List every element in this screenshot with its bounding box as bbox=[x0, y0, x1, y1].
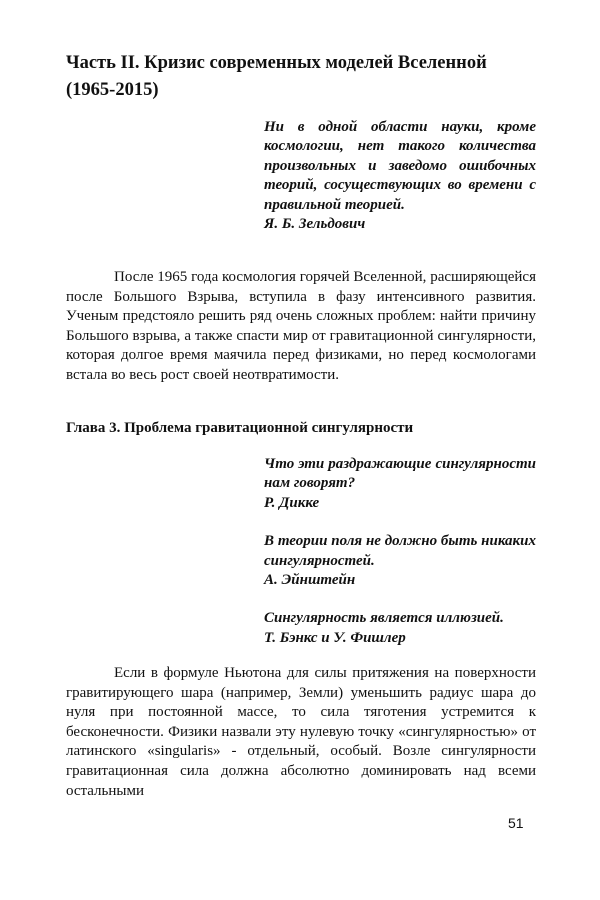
epigraph-author: Т. Бэнкс и У. Фишлер bbox=[264, 629, 406, 646]
epigraph-quote: Ни в одной области науки, кроме космологии, нет такого количества произвольных и заведомо ошибочных теорий, сосуществующих во времени с правильной теорией. bbox=[264, 119, 536, 213]
epigraph-quote: Что эти раздражающие сингулярности нам говорят? bbox=[264, 456, 536, 492]
body-paragraph-2: Если в формуле Ньютона для силы притяжения на поверхности гравитирующего шара (например, Земли) уменьшить радиус шара до нуля при постоянной массе, то сила тяготения устремится к бесконечности. Физики назвали эту нулевую точку «сингулярностью» от латинского «singularis» - отдельный, особый. Возле сингулярности гравитационная сила должна абсолютно доминировать над всеми остальными bbox=[66, 665, 536, 799]
epigraph-author: Р. Дикке bbox=[264, 494, 320, 511]
epigraph-quote: В теории поля не должно быть никаких сингулярностей. bbox=[264, 533, 536, 569]
epigraph-zeldovich bbox=[264, 118, 536, 234]
part-title: Часть II. Кризис современных моделей Вселенной (1965-2015) bbox=[66, 53, 487, 100]
body-paragraph-1: После 1965 года космология горячей Вселенной, расширяющейся после Большого Взрыва, вступила в фазу интенсивного развития. Ученым предстояло решить ряд очень сложных проблем: найти причину Большого взрыва, а также спасти мир от гравитационной сингулярности, которая долгое время маячила перед физиками, но перед космологами встала во весь рост своей неотвратимости. bbox=[66, 269, 536, 383]
epigraph-spacer bbox=[264, 590, 536, 609]
epigraph-author: А. Эйнштейн bbox=[264, 572, 356, 589]
chapter-title: Глава 3. Проблема гравитационной сингулярности bbox=[66, 420, 414, 436]
epigraph-spacer bbox=[264, 513, 536, 532]
epigraph-author: Я. Б. Зельдович bbox=[264, 216, 366, 233]
chapter-epigraphs bbox=[264, 455, 536, 648]
epigraph-quote: Сингулярность является иллюзией. bbox=[264, 610, 504, 627]
page-number: 51 bbox=[508, 815, 524, 831]
